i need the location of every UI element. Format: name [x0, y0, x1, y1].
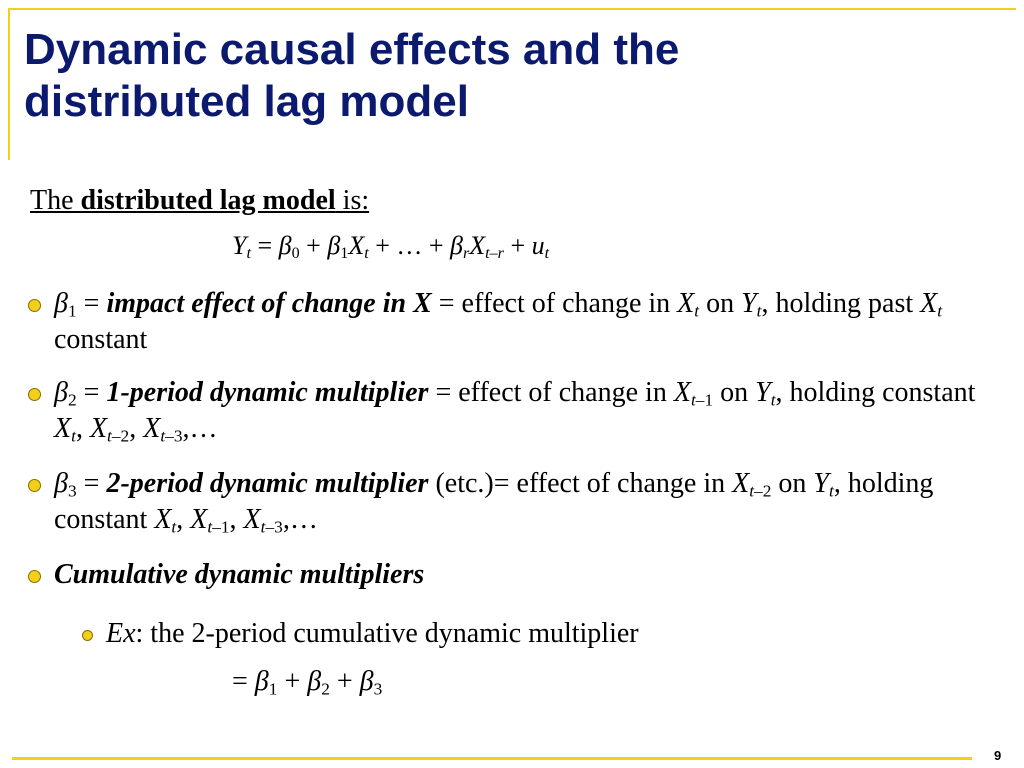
- title-line-2: distributed lag model: [24, 77, 469, 126]
- bullet-one-period-multiplier: [28, 375, 988, 447]
- cumulative-label: Cumulative dynamic multipliers: [54, 559, 425, 590]
- bottom-border: [12, 757, 972, 760]
- bullet-impact-effect: [28, 286, 988, 358]
- list-item: [82, 616, 902, 652]
- page-number: 9: [994, 748, 1002, 763]
- bullet-two-period-multiplier: [28, 466, 988, 538]
- bullet-dot-icon: [28, 388, 41, 401]
- bullet-dot-icon: [28, 479, 41, 492]
- two-period-label: 2-period dynamic multiplier: [106, 468, 429, 499]
- cumulative-sum-equation: = $\beta_1 + \beta_2 + \beta_3$: [232, 666, 383, 699]
- one-period-label: 1-period dynamic multiplier: [106, 377, 429, 408]
- distributed-lag-equation: $Y_t = \beta_0 + \beta_1X_t$ + … + $\beta_rX_{t-r} + u_t$: [232, 231, 550, 263]
- impact-effect-label: impact effect of change in X: [106, 288, 432, 319]
- list-item: [28, 557, 988, 593]
- intro-tail: is:: [335, 185, 370, 216]
- intro-term: distributed lag model: [80, 185, 336, 216]
- bullet-cumulative: [28, 557, 988, 593]
- list-item: $\beta_3$ = 2-period dynamic multiplier (etc.)= effect of change in $X_{t-2}$ on $Y_t$, holding constant $X_t$, $X_{t-1}$, $X_{t-3},\dots$: [28, 466, 988, 538]
- slide-title: [24, 24, 679, 128]
- bullet-dot-icon: [28, 570, 41, 583]
- bullet-dot-icon: [28, 299, 41, 312]
- list-item: $\beta_2$ = 1-period dynamic multiplier = effect of change in $X_{t-1}$ on $Y_t$, holding constant $X_t$, $X_{t-2}$, $X_{t-3},\dots$: [28, 375, 988, 447]
- example-text: : the 2-period cumulative dynamic multiplier: [135, 618, 639, 649]
- top-border: [8, 8, 1016, 10]
- example-sub-bullet: [82, 616, 902, 652]
- title-line-1: Dynamic causal effects and the: [24, 25, 680, 74]
- intro-line: [30, 183, 369, 219]
- sub-bullet-dot-icon: [82, 630, 93, 641]
- left-border: [8, 8, 10, 160]
- list-item: $\beta_1$ = impact effect of change in X = effect of change in $X_t$ on $Y_t$, holding past $X_t$ constant: [28, 286, 988, 358]
- example-ex: Ex: [106, 618, 136, 649]
- intro-lead: The: [30, 185, 81, 216]
